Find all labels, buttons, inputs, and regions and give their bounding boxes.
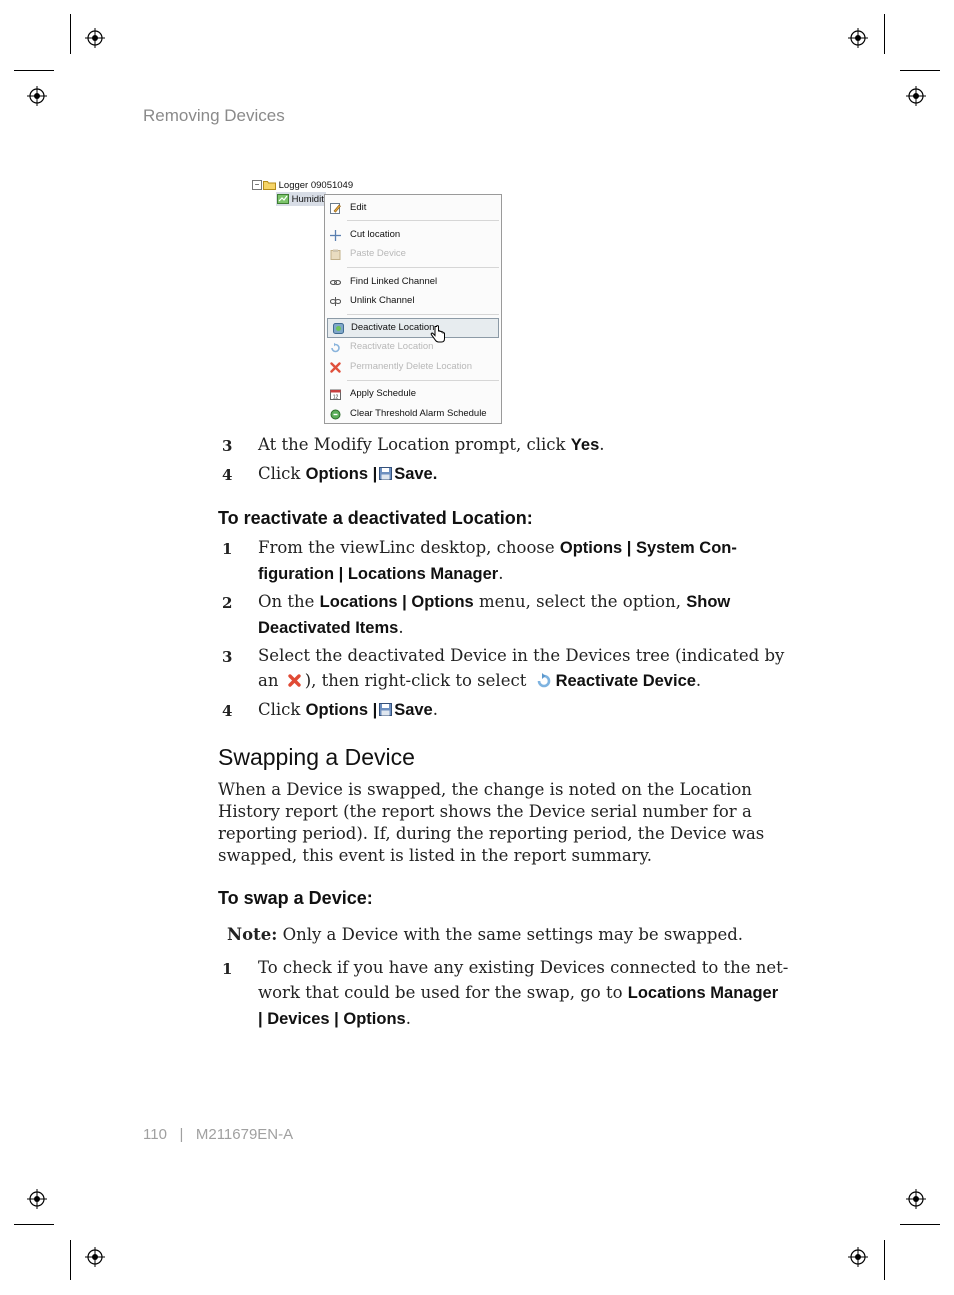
menu-item-permanently-delete-location: Permanently Delete Location (325, 358, 501, 376)
registration-mark-icon (848, 28, 868, 48)
svg-text:12: 12 (332, 394, 339, 400)
registration-mark-icon (27, 86, 47, 106)
crop-mark (70, 14, 71, 54)
step-number: 1 (222, 540, 233, 558)
menu-item-cut-location[interactable]: Cut location (325, 226, 501, 244)
tree-root-label: Logger 09051049 (278, 180, 354, 191)
note: Note: Only a Device with the same settings may be swapped. (227, 925, 744, 944)
calendar-icon (330, 389, 341, 400)
crop-mark (70, 1240, 71, 1280)
note-label: Note: (227, 925, 278, 944)
menu-item-unlink-channel[interactable]: Unlink Channel (325, 292, 501, 310)
menu-separator (347, 267, 499, 268)
step-text: To check if you have any existing Devices connected to the net- work that could be used for the swap, go to Locations Manager | Devices | Options. (258, 958, 789, 1028)
deactivate-icon (333, 323, 344, 334)
step-text: At the Modify Location prompt, click Yes. (258, 435, 605, 454)
crop-mark (884, 1240, 885, 1280)
context-menu-screenshot (250, 178, 506, 428)
edit-icon (330, 203, 341, 214)
step-number: 3 (222, 437, 233, 455)
menu-item-paste-device: Paste Device (325, 245, 501, 263)
registration-mark-icon (906, 86, 926, 106)
menu-item-deactivate-location[interactable]: Deactivate Location (327, 318, 499, 338)
step-number: 1 (222, 960, 233, 978)
tree-child-label: Humidit (291, 194, 324, 205)
step-number: 4 (222, 466, 233, 484)
step-text: From the viewLinc desktop, choose Options | System Con- figuration | Locations Manager. (258, 538, 737, 583)
reactivate-icon (535, 672, 553, 688)
tree-root-row (252, 179, 353, 192)
crop-mark (884, 14, 885, 54)
menu-item-edit[interactable]: Edit (325, 199, 501, 217)
menu-item-apply-schedule[interactable]: 12 Apply Schedule (325, 385, 501, 403)
procedure-heading: To swap a Device: (218, 888, 373, 908)
unlink-icon (330, 296, 341, 307)
registration-mark-icon (85, 28, 105, 48)
menu-item-find-linked-channel[interactable]: Find Linked Channel (325, 273, 501, 291)
running-header: Removing Devices (143, 106, 285, 125)
device-icon (277, 194, 289, 204)
menu-item-clear-threshold-alarm-schedule[interactable]: Clear Threshold Alarm Schedule (325, 405, 501, 423)
menu-separator (347, 380, 499, 381)
registration-mark-icon (848, 1247, 868, 1267)
clear-schedule-icon (330, 409, 341, 420)
registration-mark-icon (906, 1189, 926, 1209)
page-footer: 110 | M211679EN-A (143, 1126, 294, 1143)
registration-mark-icon (85, 1247, 105, 1267)
hand-cursor-icon (430, 325, 446, 345)
cut-icon (330, 230, 341, 241)
reactivate-icon (330, 342, 341, 353)
crop-mark (14, 1224, 54, 1225)
registration-mark-icon (27, 1189, 47, 1209)
folder-icon (263, 180, 276, 190)
save-icon (379, 703, 392, 716)
menu-item-reactivate-location: Reactivate Location (325, 338, 501, 356)
delete-x-icon (330, 362, 341, 373)
step-number: 4 (222, 702, 233, 720)
step-number: 3 (222, 648, 233, 666)
document-id: M211679EN-A (195, 1126, 294, 1143)
crop-mark (900, 1224, 940, 1225)
step-text: Select the deactivated Device in the Devices tree (indicated by an ), then right-click to select Reactivate Device. (258, 646, 785, 690)
page-number: 110 (143, 1126, 167, 1143)
save-icon (379, 467, 392, 480)
section-paragraph: When a Device is swapped, the change is noted on the Location History report (the report shows the Device serial number for a reporting period). If, during the reporting period, the Device was swapped, this event is listed in the report summary. (218, 780, 765, 865)
deactivated-x-icon (287, 673, 302, 688)
menu-separator (347, 314, 499, 315)
ui-yes: Yes (570, 436, 600, 454)
step-text: Click Options | Save. (258, 464, 438, 483)
step-text: On the Locations | Options menu, select the option, Show Deactivated Items. (258, 592, 731, 637)
step-text: Click Options | Save. (258, 700, 438, 719)
section-heading: Swapping a Device (218, 744, 415, 770)
procedure-heading: To reactivate a deactivated Location: (218, 508, 533, 528)
collapse-icon: − (252, 180, 262, 190)
context-menu (324, 194, 502, 424)
tree-child-row[interactable] (277, 193, 324, 206)
paste-icon (330, 249, 341, 260)
crop-mark (14, 70, 54, 71)
find-link-icon (330, 277, 341, 288)
step-number: 2 (222, 594, 233, 612)
menu-separator (347, 220, 499, 221)
crop-mark (900, 70, 940, 71)
